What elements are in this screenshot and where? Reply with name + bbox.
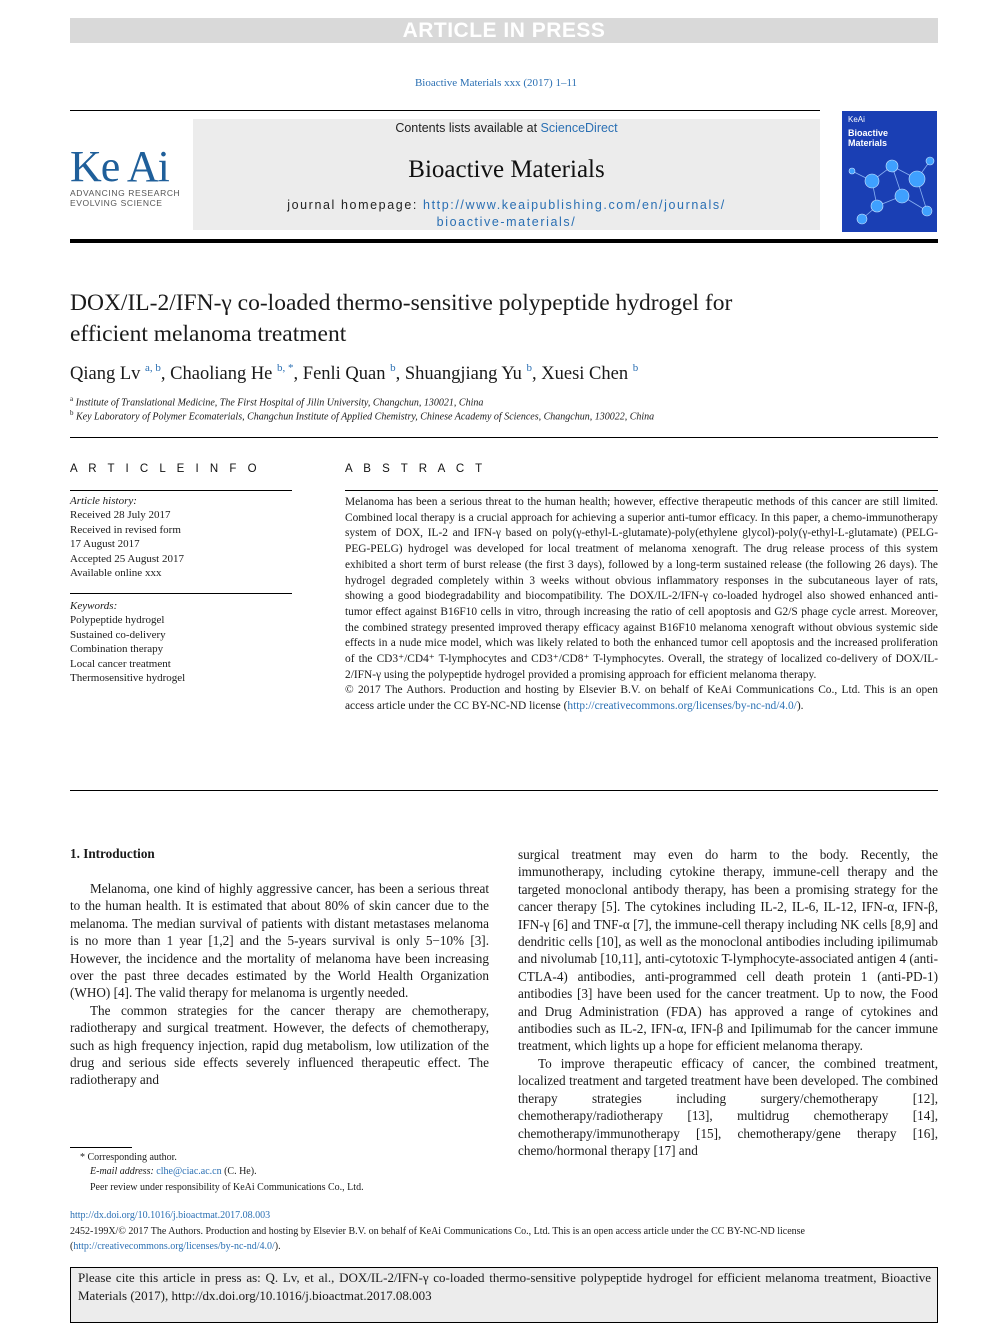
license-prefix: 2452-199X/© 2017 The Authors. Production and hosting by Elsevier B.V. on behalf of KeAi Communications Co., Ltd. This is an open access article under the CC BY-NC-ND license (: [70, 1226, 805, 1252]
contents-line: [193, 121, 820, 135]
cover-title: [848, 128, 888, 148]
author-name[interactable]: Shuangjiang Yu: [404, 364, 522, 384]
history-item: Received in revised form: [70, 523, 181, 536]
cover-title-2: Materials: [848, 138, 888, 148]
section-heading-introduction: 1. Introduction: [70, 846, 155, 861]
author-name[interactable]: Qiang Lv: [70, 364, 141, 384]
body-paragraph: The common strategies for the cancer therapy are chemotherapy, radiotherapy and surgical treatment. However, the defects of chemotherapy, such as high frequency injection, rapid dug metabolism, low utilization of the drug and serious side effects severely influenced therapeutic effect. The radiotherapy and: [70, 1002, 489, 1088]
article-in-press-text: ARTICLE IN PRESS: [402, 19, 606, 42]
history-label: Article history:: [70, 495, 137, 507]
history-item: Available online xxx: [70, 567, 162, 580]
footer-license-link[interactable]: http://creativecommons.org/licenses/by-nc-nd/4.0/: [73, 1240, 275, 1252]
journal-reference[interactable]: Bioactive Materials xxx (2017) 1–11: [414, 77, 578, 89]
body-column-right: [518, 846, 938, 1159]
logo-tagline: [70, 188, 180, 208]
abstract-heading: A B S T R A C T: [345, 463, 487, 475]
history-item: Accepted 25 August 2017: [70, 552, 184, 565]
header-thick-divider: [70, 239, 938, 243]
sciencedirect-link[interactable]: ScienceDirect: [540, 121, 618, 135]
journal-cover-image[interactable]: [842, 111, 937, 232]
author-separator: ,: [160, 364, 171, 384]
journal-homepage: [193, 197, 820, 231]
copyright-suffix: ).: [796, 700, 804, 713]
author-affiliation-marker[interactable]: b, *: [277, 362, 294, 374]
copyright-notice: [345, 683, 938, 714]
keywords: [70, 599, 292, 685]
affiliation-marker: b: [70, 409, 74, 417]
author-name[interactable]: Chaoliang He: [170, 364, 273, 384]
author-separator: ,: [532, 364, 542, 384]
affiliation-text: Institute of Translational Medicine, The First Hospital of Jilin University, Changchun, 130021, China: [75, 397, 484, 409]
keywords-divider: [70, 593, 292, 594]
author-affiliation-marker[interactable]: b: [390, 362, 396, 374]
affiliation-divider: [70, 437, 938, 438]
email-suffix: (C. He).: [221, 1166, 257, 1177]
keyword: Combination therapy: [70, 643, 164, 656]
citation-text: Please cite this article in press as: Q. Lv, et al., DOX/IL-2/IFN-γ co-loaded thermo-sensitive polypeptide hydrogel for efficient melanoma treatment, Bioactive Materials (2017), http://dx.doi.org/10.1016/j.bioactmat.2017.08.003: [78, 1270, 931, 1303]
abstract-bottom-divider: [70, 790, 938, 791]
author-affiliation-marker[interactable]: b: [526, 362, 533, 374]
license-suffix: ).: [274, 1240, 281, 1252]
article-title: [70, 288, 930, 350]
author-separator: ,: [395, 364, 405, 384]
body-paragraph: To improve therapeutic efficacy of cancer, the combined treatment, localized treatment and targeted treatment have been developed. The combined therapy strategies including surgery/chemotherapy [12], chemotherapy/radiotherapy [13], multidrug chemotherapy [14], chemotherapy/immunotherapy [15], chemotherapy/gene therapy [16], chemo/hormonal therapy [17] and: [518, 1055, 938, 1158]
license-link[interactable]: http://creativecommons.org/licenses/by-nc-nd/4.0/: [567, 700, 797, 713]
title-line-2: efficient melanoma treatment: [70, 321, 347, 347]
peer-review-note: Peer review under responsibility of KeAi Communications Co., Ltd.: [90, 1182, 364, 1193]
history-item: 17 August 2017: [70, 538, 140, 551]
affiliation-b: [70, 409, 930, 422]
author-name[interactable]: Xuesi Chen: [541, 364, 629, 384]
footnote-divider: [70, 1147, 132, 1148]
logo-tagline-1: ADVANCING RESEARCH: [70, 188, 181, 198]
abstract-divider: [345, 490, 938, 491]
email-label: E-mail address:: [90, 1166, 157, 1177]
article-info-divider: [70, 490, 292, 491]
corresponding-author-note: * Corresponding author.: [80, 1152, 177, 1163]
history-item: Received 28 July 2017: [70, 509, 171, 522]
title-line-1: DOX/IL-2/IFN-γ co-loaded thermo-sensitive polypeptide hydrogel for: [70, 290, 733, 316]
author-affiliation-marker[interactable]: a, b: [145, 362, 161, 374]
cover-title-1: Bioactive: [848, 128, 889, 138]
keywords-label: Keywords:: [70, 600, 118, 612]
keyword: Thermosensitive hydrogel: [70, 672, 186, 685]
author-separator: ,: [293, 364, 303, 384]
body-paragraph: Melanoma, one kind of highly aggressive cancer, has been a serious threat to the human health. It is estimated that about 80% of skin cancer due to the melanoma. The median survival of patients with distant metastases melanoma is no more than 1 year [1,2] and the 5-years survival is only 5−10% [3]. However, the incidence and the mortality of melanoma have been increasing over the past three decades estimated by the World Health Organization (WHO) [4]. The valid therapy for melanoma is urgently needed.: [70, 881, 489, 1001]
abstract-body: [345, 495, 938, 715]
body-paragraph: surgical treatment may even do harm to the body. Recently, the immunotherapy, including cytokine therapy, immune-cell therapy and the targeted monoclonal antibody therapy, has been a promising strategy for the cancer therapy [5]. The cytokines including IL-2, IL-6, IL-12, IFN-α, IFN-β, IFN-γ [6] and TNF-α [7], the immune-cell therapy including NK cells [8,9] and dendritic cells [10], as well as the monoclonal antibodies including ipilimumab and nivolumab [10,11], anti-cytotoxic T-lymphocyte-associated antigen 4 (anti-CTLA-4) antibodies, anti-programmed cell death protein 1 (anti-PD-1) antibodies [3] have been used for the cancer treatment. Up to now, the Food and Drug Administration (FDA) has approved a range of cytokines and antibodies such as IL-2, IFN-α, IFN-β and Ipilimumab for the cancer immune treatment, which lights up a hope for efficient melanoma therapy.: [518, 847, 938, 1054]
keai-logo: [70, 141, 169, 192]
author-name[interactable]: Fenli Quan: [302, 364, 386, 384]
affiliation-a: [70, 395, 930, 408]
top-divider: [70, 110, 820, 111]
abstract-text: Melanoma has been a serious threat to the human health; however, effective therapeutic methods of this cancer are still limited. Combined local therapy is a crucial approach for achieving a superior anti-tumor efficacy. In this paper, a chemo-immunotherapy system of DOX, IL-2 and IFN-γ based on poly(γ-ethyl-L-glutamate)-poly(ethylene glycol)-poly(γ-ethyl-L-glutamate) (PELG-PEG-PELG) hydrogel was developed for local treatment of melanoma xenograft. The drug release process of this system exhibited a short term of burst release (the first 3 days), followed by a long-term sustained release (the following 26 days). The hydrogel degraded completely within 3 weeks without obvious inflammatory responses in the subcutaneous layer of rats, showing a good biodegradability and biocompatibility. The DOX/IL-2/IFN-γ co-loaded hydrogel also showed enhanced anti-tumor effect against B16F10 cells in vitro, through increasing the ratio of cell apoptosis and G2/S phage cycle arrest. Moreover, the combined strategy presented improved therapy efficacy against B16F10 melanoma xenograft without obvious systemic side effects in a nude mice model, which was likely related to both the enhanced tumor cell apoptosis and the increased proliferation of the CD3⁺/CD4⁺ T-lymphocytes and CD3⁺/CD8⁺ T-lymphocytes. Overall, the strategy of localized co-delivery of DOX/IL-2/IFN-γ using the polypeptide hydrogel provided a promising approach for efficient melanoma therapy.: [345, 496, 938, 681]
journal-name: Bioactive Materials: [408, 156, 605, 183]
email-link[interactable]: clhe@ciac.ac.cn: [156, 1166, 222, 1177]
keyword: Local cancer treatment: [70, 657, 171, 670]
keyword: Polypeptide hydrogel: [70, 614, 165, 627]
body-column-left: [70, 880, 489, 1089]
doi-link[interactable]: http://dx.doi.org/10.1016/j.bioactmat.2017.08.003: [70, 1210, 271, 1221]
affiliation-marker: a: [70, 395, 74, 403]
keyword: Sustained co-delivery: [70, 628, 166, 641]
logo-ai: Ai: [126, 142, 169, 191]
cover-publisher: KeAi: [848, 115, 865, 124]
author-list: [70, 362, 930, 385]
author-affiliation-marker[interactable]: b: [632, 362, 639, 374]
homepage-link-2[interactable]: bioactive-materials/: [436, 215, 577, 229]
article-history: [70, 494, 292, 580]
homepage-link-1[interactable]: http://www.keaipublishing.com/en/journals/: [423, 198, 726, 212]
homepage-label: journal homepage:: [287, 198, 424, 212]
logo-ke: Ke: [70, 142, 120, 191]
article-info-heading: A R T I C L E I N F O: [70, 463, 261, 475]
email-note: [90, 1165, 520, 1179]
copyright-prefix: © 2017 The Authors. Production and hosting by Elsevier B.V. on behalf of KeAi Communications Co., Ltd. This is an open access article under the CC BY-NC-ND license (: [345, 684, 938, 713]
affiliation-text: Key Laboratory of Polymer Ecomaterials, Changchun Institute of Applied Chemistry, Chinese Academy of Sciences, Changchun, 130022, China: [76, 411, 655, 423]
logo-tagline-2: EVOLVING SCIENCE: [70, 198, 163, 208]
license-statement: [70, 1225, 938, 1254]
contents-prefix: Contents lists available at: [395, 121, 541, 135]
